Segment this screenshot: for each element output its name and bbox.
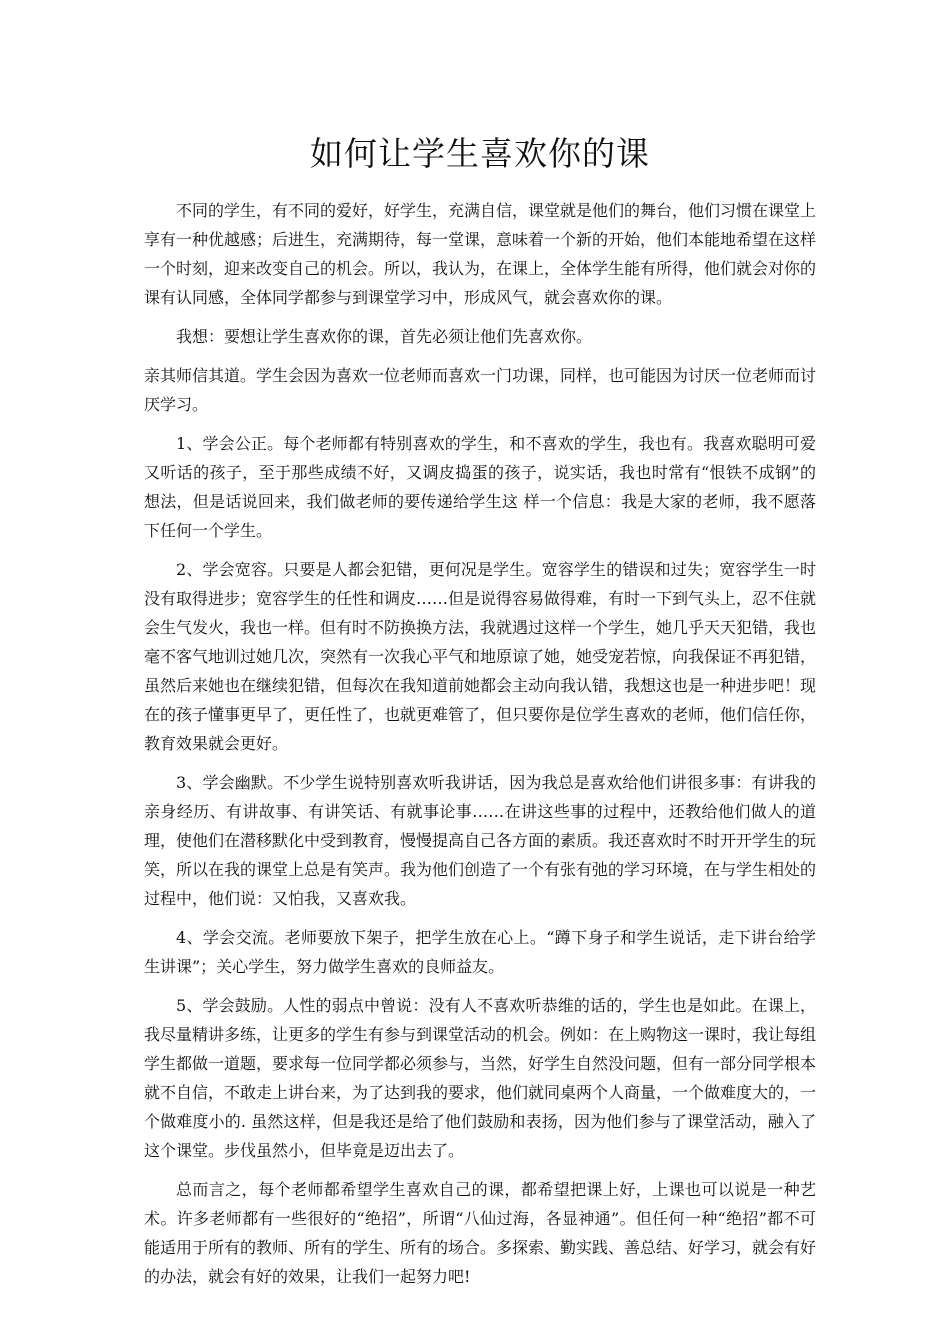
- document-title: 如何让学生喜欢你的课: [310, 134, 650, 173]
- paragraph-conclusion: 总而言之，每个老师都希望学生喜欢自己的课，都希望把课上好，上课也可以说是一种艺术。许多老师都有一些很好的“绝招”，所谓“八仙过海，各显神通”。但任何一种“绝招”都不可能适用于所有的教师、所有的学生、所有的场合。多探索、勤实践、善总结、好学习，就会有好的办法，就会有好的效果，让我们一起努力吧!: [144, 1180, 817, 1286]
- paragraph-thesis: 我想：要想让学生喜欢你的课，首先必须让他们先喜欢你。: [176, 327, 593, 346]
- paragraph-point-5: 5、学会鼓励。人性的弱点中曾说：没有人不喜欢听恭维的话的，学生也是如此。在课上，我尽量精讲多练，让更多的学生有参与到课堂活动的机会。例如：在上购物这一课时，我让每组学生都做一道题，要求每一位同学都必须参与，当然，好学生自然没问题，但有一部分同学根本就不自信，不敢走上讲台来，为了达到我的要求，他们就同桌两个人商量，一个做难度大的，一个做难度小的. 虽然这样，但是我还是给了他们鼓励和表扬，因为他们参与了课堂活动，融入了这个课堂。步伐虽然小，但毕竟是迈出去了。: [144, 996, 817, 1160]
- paragraph-intro: 不同的学生，有不同的爱好，好学生，充满自信，课堂就是他们的舞台，他们习惯在课堂上享有一种优越感；后进生，充满期待，每一堂课，意味着一个新的开始，他们本能地希望在这样一个时刻，迎来改变自己的机会。所以，我认为，在课上，全体学生能有所得，他们就会对你的课有认同感，全体同学都参与到课堂学习中，形成风气，就会喜欢你的课。: [144, 201, 817, 307]
- paragraph-point-1: 1、学会公正。每个老师都有特别喜欢的学生，和不喜欢的学生，我也有。我喜欢聪明可爱又听话的孩子，至于那些成绩不好，又调皮捣蛋的孩子，说实话，我也时常有“恨铁不成钢”的想法，但是话说回来，我们做老师的要传递给学生这 样一个信息：我是大家的老师，我不愿落下任何一个学生。: [144, 434, 816, 540]
- document-page: [144, 128, 816, 1301]
- paragraph-proverb: 亲其师信其道。学生会因为喜欢一位老师而喜欢一门功课，同样，也可能因为讨厌一位老师而讨厌学习。: [144, 366, 817, 414]
- paragraph-point-2: 2、学会宽容。只要是人都会犯错，更何况是学生。宽容学生的错误和过失；宽容学生一时没有取得进步；宽容学生的任性和调皮……但是说得容易做得难，有时一下到气头上，忍不住就会生气发火，我也一样。但有时不防换换方法，我就遇过这样一个学生，她几乎天天犯错，我也毫不客气地训过她几次，突然有一次我心平气和地原谅了她，她受宠若惊，向我保证不再犯错，虽然后来她也在继续犯错，但每次在我知道前她都会主动向我认错，我想这也是一种进步吧！现在的孩子懂事更早了，更任性了，也就更难管了，但只要你是位学生喜欢的老师，他们信任你，教育效果就会更好。: [144, 560, 817, 753]
- paragraph-point-3: 3、学会幽默。不少学生说特别喜欢听我讲话，因为我总是喜欢给他们讲很多事：有讲我的亲身经历、有讲故事、有讲笑话、有就事论事……在讲这些事的过程中，还教给他们做人的道理，使他们在潜移默化中受到教育，慢慢提高自己各方面的素质。我还喜欢时不时开开学生的玩笑，所以在我的课堂上总是有笑声。我为他们创造了一个有张有弛的学习环境，在与学生相处的过程中，他们说：又怕我，又喜欢我。: [144, 773, 817, 908]
- paragraph-point-4: 4、学会交流。老师要放下架子，把学生放在心上。“蹲下身子和学生说话，走下讲台给学生讲课”；关心学生，努力做学生喜欢的良师益友。: [144, 928, 816, 976]
